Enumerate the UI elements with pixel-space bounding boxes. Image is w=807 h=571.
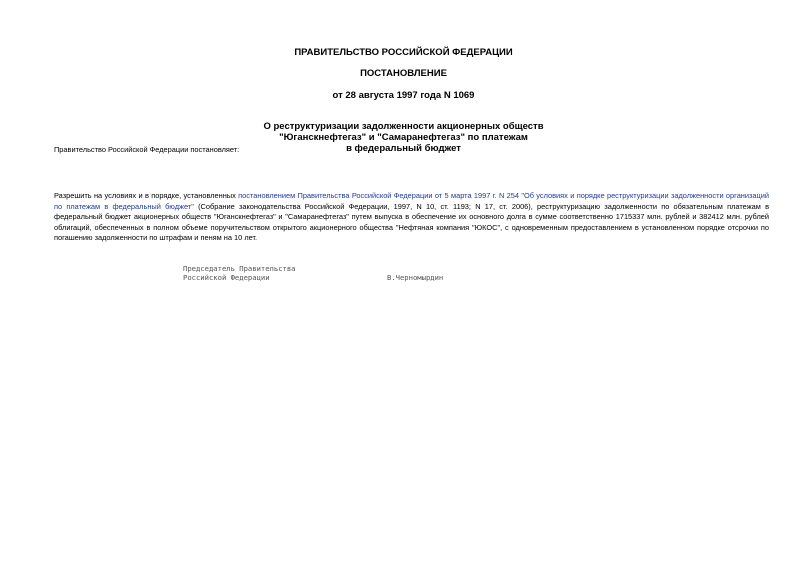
main-paragraph [54,191,769,244]
date-number-heading: от 28 августа 1997 года N 1069 [332,90,475,101]
main-paragraph-start: Разрешить на условиях и в порядке, установленных [54,191,239,200]
intro-text: Правительство Российской Федерации постановляет: [54,145,240,154]
issuer-heading: ПРАВИТЕЛЬСТВО РОССИЙСКОЙ ФЕДЕРАЦИИ [294,47,513,58]
document-title-line: О реструктуризации задолженности акционерных обществ [263,121,544,132]
document-title-line: "Юганскнефтегаз" и "Самаранефтегаз" по платежам [279,132,528,143]
document-title-line: в федеральный бюджет [346,143,461,154]
signatory-position-line: Председатель Правительства [183,264,296,273]
main-paragraph-end: (Собрание законодательства Российской Федерации, 1997, N 10, ст. 1193; N 17, ст. 2006), реструктуризацию задолженности по обязательным платежам в федеральный бюджет акционерных обществ "Юганскнефтегаз" и "Самаранефтегаз" путем выпуска в обеспечение их основного долга в сумме соответственно 1715337 млн. рублей и 382412 млн. рублей облигаций, обеспеченных в полном объеме поручительством открытого акционерного общества "Нефтяная компания "ЮКОС", с одновременным предоставлением в установленном порядке отсрочки по погашению задолженности по штрафам и пеням на 10 лет. [54,201,769,242]
decree-reference-link[interactable]: постановлением Правительства Российской Федерации от 5 марта 1997 г. N 254 "Об условиях и порядке реструктуризации задолженности организаций по платежам в федеральный бюджет" [54,191,769,211]
signatory-name: В.Черномырдин [387,273,444,282]
signatory-position-line: Российской Федерации [183,273,270,282]
document-type-heading: ПОСТАНОВЛЕНИЕ [360,68,447,79]
